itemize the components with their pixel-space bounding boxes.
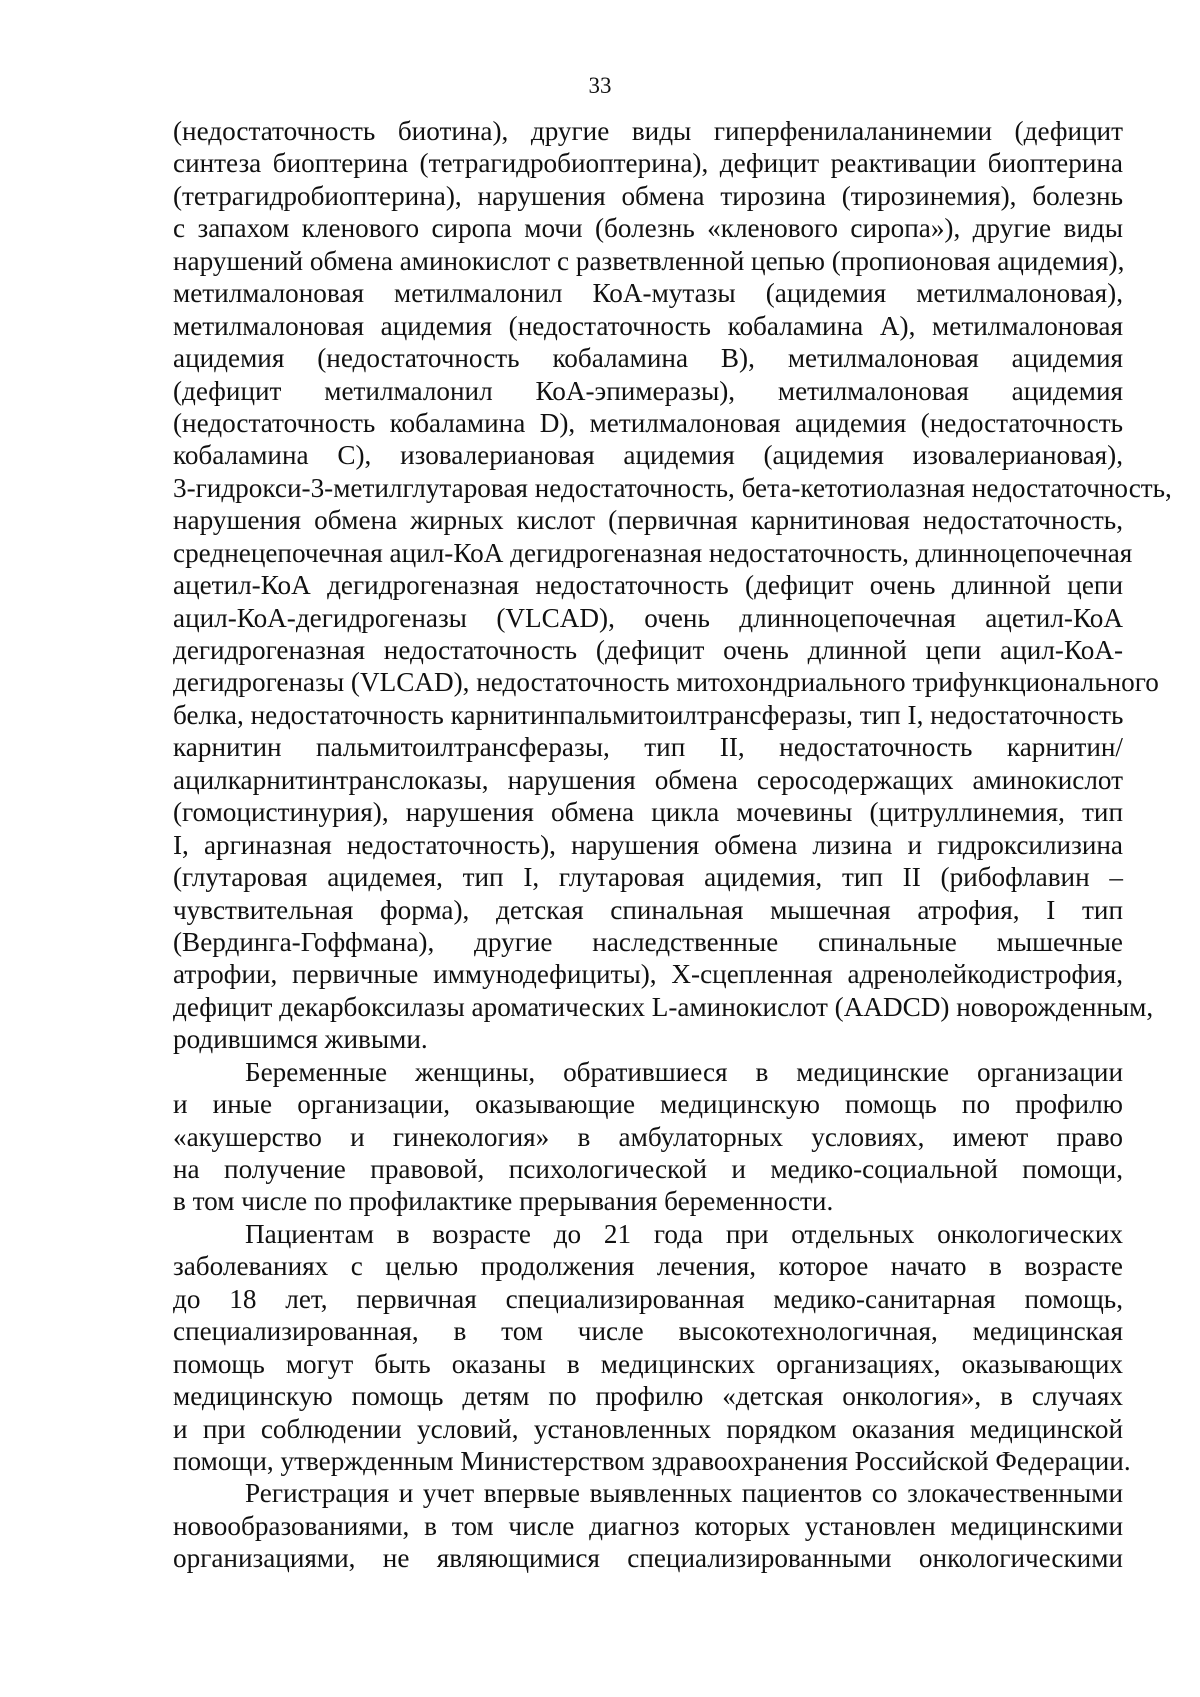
text-line: синтеза биоптерина (тетрагидробиоптерина), дефицит реактивации биоптерина (173, 148, 1123, 179)
text-line: «акушерство и гинекология» в амбулаторных условиях, имеют право (173, 1121, 1123, 1152)
text-line: (глутаровая ацидемея, тип I, глутаровая ацидемия, тип II (рибофлавин – (173, 862, 1123, 893)
text-line: помощи, утвержденным Министерством здравоохранения Российской Федерации. (173, 1445, 1131, 1476)
text-line: кобаламина С), изовалериановая ацидемия (ацидемия изовалериановая), (173, 440, 1123, 471)
text-line: с запахом кленового сиропа мочи (болезнь «кленового сиропа»), другие виды (173, 213, 1123, 244)
text-line: ацил-КоА-дегидрогеназы (VLCAD), очень длинноцепочечная ацетил-КоА (173, 602, 1123, 633)
paragraph (173, 1056, 1123, 1218)
text-line: дефицит декарбоксилазы ароматических L-аминокислот (AADCD) новорожденным, (173, 991, 1154, 1022)
text-line: на получение правовой, психологической и медико-социальной помощи, (173, 1154, 1123, 1184)
text-line: ацилкарнитинтранслоказы, нарушения обмена серосодержащих аминокислот (173, 764, 1123, 795)
text-line: нарушения обмена жирных кислот (первичная карнитиновая недостаточность, (173, 505, 1123, 536)
text-line: I, аргиназная недостаточность), нарушения обмена лизина и гидроксилизина (173, 829, 1123, 860)
text-line: дегидрогеназы (VLCAD), недостаточность митохондриального трифункционального (173, 667, 1159, 698)
text-line: Пациентам в возрасте до 21 года при отдельных онкологических (245, 1218, 1123, 1249)
text-line: атрофии, первичные иммунодефициты), Х-сцепленная адренолейкодистрофия, (173, 959, 1123, 990)
text-line: (Вердинга-Гоффмана), другие наследственные спинальные мышечные (173, 926, 1123, 957)
text-line: новообразованиями, в том числе диагноз которых установлен медицинскими (173, 1510, 1123, 1541)
text-line: 3-гидрокси-3-метилглутаровая недостаточность, бета-кетотиолазная недостаточность, (173, 472, 1172, 503)
text-line: (гомоцистинурия), нарушения обмена цикла мочевины (цитруллинемия, тип (173, 797, 1123, 828)
text-line: специализированная, в том числе высокотехнологичная, медицинская (173, 1316, 1123, 1347)
text-line: (недостаточность кобаламина D), метилмалоновая ацидемия (недостаточность (173, 407, 1123, 438)
text-line: (тетрагидробиоптерина), нарушения обмена тирозина (тирозинемия), болезнь (173, 180, 1123, 211)
text-line: дегидрогеназная недостаточность (дефицит очень длинной цепи ацил-КоА- (173, 635, 1123, 665)
text-line: медицинскую помощь детям по профилю «детская онкология», в случаях (173, 1381, 1123, 1412)
text-line: метилмалоновая метилмалонил КоА-мутазы (ацидемия метилмалоновая), (173, 278, 1123, 309)
text-line: Беременные женщины, обратившиеся в медицинские организации (245, 1056, 1123, 1087)
document-body (173, 115, 1172, 1575)
text-line: Регистрация и учет впервые выявленных пациентов со злокачественными (245, 1478, 1123, 1509)
paragraph (173, 115, 1172, 1056)
paragraph (173, 1218, 1131, 1478)
text-line: заболеваниях с целью продолжения лечения, которое начато в возрасте (173, 1251, 1123, 1282)
text-line: помощь могут быть оказаны в медицинских организациях, оказывающих (173, 1348, 1123, 1379)
text-line: белка, недостаточность карнитинпальмитоилтрансферазы, тип I, недостаточность (173, 699, 1124, 730)
text-line: до 18 лет, первичная специализированная медико-санитарная помощь, (173, 1283, 1123, 1314)
paragraph (173, 1477, 1123, 1574)
text-line: ацетил-КоА дегидрогеназная недостаточность (дефицит очень длинной цепи (173, 570, 1123, 601)
text-line: (дефицит метилмалонил КоА-эпимеразы), метилмалоновая ацидемия (173, 375, 1123, 406)
text-line: родившимся живыми. (173, 1024, 428, 1055)
text-line: метилмалоновая ацидемия (недостаточность кобаламина А), метилмалоновая (173, 310, 1123, 341)
text-line: чувствительная форма), детская спинальная мышечная атрофия, I тип (173, 894, 1123, 925)
text-line: и при соблюдении условий, установленных порядком оказания медицинской (173, 1413, 1123, 1444)
text-line: организациями, не являющимися специализированными онкологическими (173, 1543, 1123, 1574)
text-line: нарушений обмена аминокислот с разветвленной цепью (пропионовая ацидемия), (173, 245, 1125, 276)
text-line: карнитин пальмитоилтрансферазы, тип II, недостаточность карнитин/ (173, 732, 1123, 763)
text-line: ацидемия (недостаточность кобаламина В), метилмалоновая ацидемия (173, 343, 1123, 374)
text-line: в том числе по профилактике прерывания беременности. (173, 1186, 834, 1217)
text-line: (недостаточность биотина), другие виды гиперфенилаланинемии (дефицит (173, 116, 1123, 146)
text-line: и иные организации, оказывающие медицинскую помощь по профилю (173, 1089, 1123, 1120)
text-line: среднецепочечная ацил-КоА дегидрогеназная недостаточность, длинноцепочечная (173, 537, 1133, 568)
page-number: 33 (588, 73, 612, 98)
